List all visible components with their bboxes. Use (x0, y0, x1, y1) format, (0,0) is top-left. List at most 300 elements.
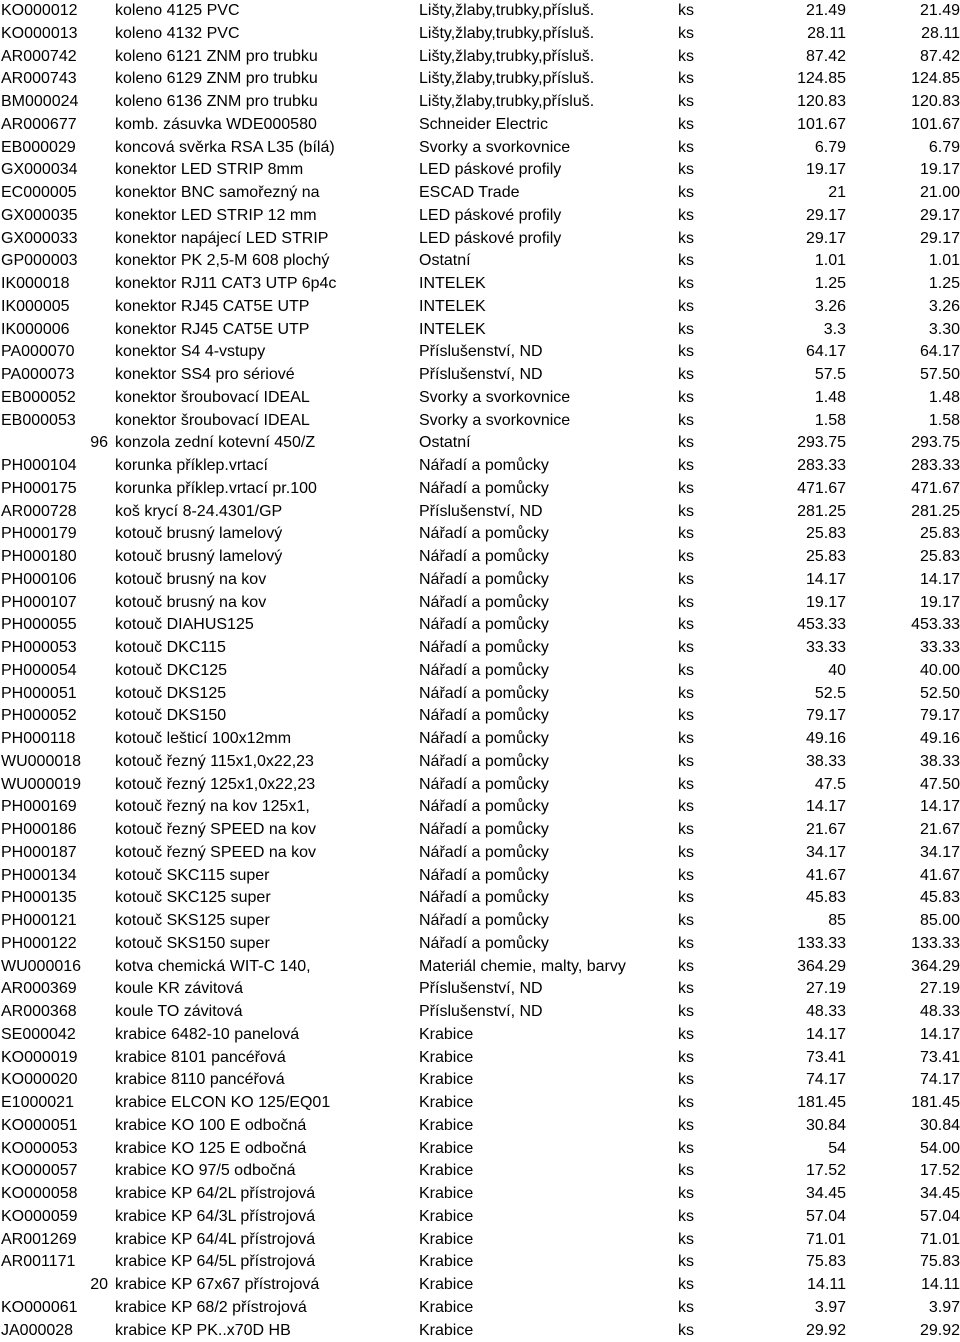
product-category: Krabice (419, 1251, 473, 1274)
table-row (0, 1206, 960, 1229)
product-unit: ks (678, 1183, 694, 1206)
product-category: Lišty,žlaby,trubky,přísluš. (419, 91, 594, 114)
product-name: krabice 8101 pancéřová (115, 1047, 286, 1070)
table-row (0, 1024, 960, 1047)
product-unit: ks (678, 819, 694, 842)
product-category: Nářadí a pomůcky (419, 819, 549, 842)
product-code: PH000051 (1, 683, 105, 706)
unit-price: 74.17 (730, 1069, 846, 1092)
product-code: SE000042 (1, 1024, 105, 1047)
product-category: Nářadí a pomůcky (419, 637, 549, 660)
product-category: Nářadí a pomůcky (419, 455, 549, 478)
table-row (0, 1251, 960, 1274)
product-category: Nářadí a pomůcky (419, 660, 549, 683)
table-row (0, 0, 960, 23)
table-row (0, 1183, 960, 1206)
product-code: EB000029 (1, 137, 105, 160)
total-price: 57.50 (846, 364, 960, 387)
product-name: krabice KP 64/2L přístrojová (115, 1183, 315, 1206)
product-code: PH000118 (1, 728, 105, 751)
table-row (0, 228, 960, 251)
product-code: EC000005 (1, 182, 105, 205)
product-code: GX000033 (1, 228, 105, 251)
product-unit: ks (678, 887, 694, 910)
total-price: 1.01 (846, 250, 960, 273)
product-code: KO000053 (1, 1138, 105, 1161)
table-row (0, 819, 960, 842)
product-unit: ks (678, 1229, 694, 1252)
product-code: PH000169 (1, 796, 105, 819)
table-row (0, 364, 960, 387)
total-price: 29.17 (846, 228, 960, 251)
total-price: 45.83 (846, 887, 960, 910)
product-code: KO000051 (1, 1115, 105, 1138)
total-price: 87.42 (846, 46, 960, 69)
product-unit: ks (678, 91, 694, 114)
product-code: KO000019 (1, 1047, 105, 1070)
product-unit: ks (678, 933, 694, 956)
product-code: AR000369 (1, 978, 105, 1001)
unit-price: 47.5 (730, 774, 846, 797)
product-unit: ks (678, 865, 694, 888)
product-code: PH000107 (1, 592, 105, 615)
product-code: PH000186 (1, 819, 105, 842)
product-category: Lišty,žlaby,trubky,přísluš. (419, 0, 594, 23)
unit-price: 14.11 (730, 1274, 846, 1297)
total-price: 27.19 (846, 978, 960, 1001)
unit-price: 54 (730, 1138, 846, 1161)
product-category: Nářadí a pomůcky (419, 728, 549, 751)
product-name: krabice KP 64/3L přístrojová (115, 1206, 315, 1229)
product-category: Nářadí a pomůcky (419, 865, 549, 888)
unit-price: 49.16 (730, 728, 846, 751)
product-unit: ks (678, 432, 694, 455)
unit-price: 19.17 (730, 159, 846, 182)
product-code: PH000134 (1, 865, 105, 888)
product-category: Svorky a svorkovnice (419, 410, 570, 433)
product-code: AR000743 (1, 68, 105, 91)
product-category: Krabice (419, 1206, 473, 1229)
product-unit: ks (678, 660, 694, 683)
product-code: JA000028 (1, 1320, 105, 1342)
total-price: 21.00 (846, 182, 960, 205)
product-code: PH000055 (1, 614, 105, 637)
product-code: PH000179 (1, 523, 105, 546)
product-category: Lišty,žlaby,trubky,přísluš. (419, 68, 594, 91)
product-name: kotouč řezný 125x1,0x22,23 (115, 774, 315, 797)
product-unit: ks (678, 683, 694, 706)
product-category: Nářadí a pomůcky (419, 842, 549, 865)
total-price: 28.11 (846, 23, 960, 46)
product-category: LED páskové profily (419, 228, 561, 251)
unit-price: 25.83 (730, 523, 846, 546)
product-unit: ks (678, 341, 694, 364)
product-category: Nářadí a pomůcky (419, 774, 549, 797)
total-price: 74.17 (846, 1069, 960, 1092)
total-price: 281.25 (846, 501, 960, 524)
product-name: kotouč brusný lamelový (115, 546, 282, 569)
unit-price: 73.41 (730, 1047, 846, 1070)
unit-price: 21.67 (730, 819, 846, 842)
table-row (0, 705, 960, 728)
product-unit: ks (678, 159, 694, 182)
product-code: KO000058 (1, 1183, 105, 1206)
product-category: Krabice (419, 1024, 473, 1047)
product-code: PH000106 (1, 569, 105, 592)
product-name: krabice KP 67x67 přístrojová (115, 1274, 319, 1297)
product-unit: ks (678, 592, 694, 615)
product-name: koleno 4132 PVC (115, 23, 240, 46)
table-row (0, 432, 960, 455)
unit-price: 45.83 (730, 887, 846, 910)
table-row (0, 1160, 960, 1183)
product-unit: ks (678, 410, 694, 433)
product-unit: ks (678, 1297, 694, 1320)
unit-price: 6.79 (730, 137, 846, 160)
product-name: krabice KO 97/5 odbočná (115, 1160, 296, 1183)
product-unit: ks (678, 796, 694, 819)
table-row (0, 796, 960, 819)
product-category: Příslušenství, ND (419, 1001, 543, 1024)
product-code: AR001269 (1, 1229, 105, 1252)
product-code: AR001171 (1, 1251, 105, 1274)
table-row (0, 592, 960, 615)
table-row (0, 182, 960, 205)
unit-price: 181.45 (730, 1092, 846, 1115)
product-category: Krabice (419, 1274, 473, 1297)
product-code: PA000070 (1, 341, 105, 364)
unit-price: 34.45 (730, 1183, 846, 1206)
table-row (0, 387, 960, 410)
product-category: Krabice (419, 1320, 473, 1342)
product-unit: ks (678, 751, 694, 774)
product-name: korunka příklep.vrtací pr.100 (115, 478, 317, 501)
product-category: Příslušenství, ND (419, 978, 543, 1001)
total-price: 40.00 (846, 660, 960, 683)
product-name: koleno 4125 PVC (115, 0, 240, 23)
product-unit: ks (678, 842, 694, 865)
product-category: Příslušenství, ND (419, 364, 543, 387)
unit-price: 1.58 (730, 410, 846, 433)
total-price: 57.04 (846, 1206, 960, 1229)
total-price: 41.67 (846, 865, 960, 888)
product-name: kotouč brusný na kov (115, 592, 266, 615)
unit-price: 38.33 (730, 751, 846, 774)
total-price: 48.33 (846, 1001, 960, 1024)
unit-price: 281.25 (730, 501, 846, 524)
product-unit: ks (678, 1274, 694, 1297)
table-row (0, 1069, 960, 1092)
unit-price: 101.67 (730, 114, 846, 137)
product-unit: ks (678, 387, 694, 410)
product-name: krabice KO 125 E odbočná (115, 1138, 306, 1161)
product-code: KO000057 (1, 1160, 105, 1183)
product-name: krabice 6482-10 panelová (115, 1024, 299, 1047)
product-code: KO000013 (1, 23, 105, 46)
product-category: Svorky a svorkovnice (419, 137, 570, 160)
product-name: kotouč DKC115 (115, 637, 226, 660)
total-price: 283.33 (846, 455, 960, 478)
product-unit: ks (678, 1206, 694, 1229)
product-name: kotouč SKS125 super (115, 910, 270, 933)
table-row (0, 46, 960, 69)
product-code: IK000006 (1, 319, 105, 342)
product-unit: ks (678, 523, 694, 546)
product-name: kotouč SKC125 super (115, 887, 271, 910)
total-price: 47.50 (846, 774, 960, 797)
table-row (0, 91, 960, 114)
product-category: INTELEK (419, 273, 486, 296)
table-row (0, 1115, 960, 1138)
product-category: Krabice (419, 1115, 473, 1138)
total-price: 64.17 (846, 341, 960, 364)
product-unit: ks (678, 114, 694, 137)
table-row (0, 1297, 960, 1320)
product-category: INTELEK (419, 296, 486, 319)
product-unit: ks (678, 569, 694, 592)
product-name: kotouč brusný na kov (115, 569, 266, 592)
product-category: Lišty,žlaby,trubky,přísluš. (419, 23, 594, 46)
product-code: WU000016 (1, 956, 105, 979)
product-category: Nářadí a pomůcky (419, 887, 549, 910)
total-price: 25.83 (846, 546, 960, 569)
product-name: krabice KP 64/4L přístrojová (115, 1229, 315, 1252)
product-name: komb. zásuvka WDE000580 (115, 114, 317, 137)
total-price: 52.50 (846, 683, 960, 706)
unit-price: 48.33 (730, 1001, 846, 1024)
total-price: 133.33 (846, 933, 960, 956)
product-unit: ks (678, 614, 694, 637)
product-unit: ks (678, 1092, 694, 1115)
unit-price: 1.25 (730, 273, 846, 296)
table-row (0, 1229, 960, 1252)
product-name: kotouč řezný 115x1,0x22,23 (115, 751, 314, 774)
product-code: KO000059 (1, 1206, 105, 1229)
total-price: 3.97 (846, 1297, 960, 1320)
product-name: krabice KP 68/2 přístrojová (115, 1297, 307, 1320)
product-name: kotouč řezný SPEED na kov (115, 842, 316, 865)
table-row (0, 159, 960, 182)
product-category: Krabice (419, 1160, 473, 1183)
unit-price: 1.48 (730, 387, 846, 410)
product-unit: ks (678, 319, 694, 342)
product-name: konektor RJ11 CAT3 UTP 6p4c (115, 273, 336, 296)
product-name: koš krycí 8-24.4301/GP (115, 501, 282, 524)
product-unit: ks (678, 364, 694, 387)
unit-price: 29.17 (730, 205, 846, 228)
product-code: KO000020 (1, 1069, 105, 1092)
table-row (0, 683, 960, 706)
product-category: Nářadí a pomůcky (419, 614, 549, 637)
product-unit: ks (678, 250, 694, 273)
total-price: 54.00 (846, 1138, 960, 1161)
unit-price: 71.01 (730, 1229, 846, 1252)
product-unit: ks (678, 978, 694, 1001)
product-name: kotouč řezný SPEED na kov (115, 819, 316, 842)
product-category: ESCAD Trade (419, 182, 519, 205)
unit-price: 64.17 (730, 341, 846, 364)
product-unit: ks (678, 0, 694, 23)
product-unit: ks (678, 273, 694, 296)
total-price: 21.67 (846, 819, 960, 842)
product-unit: ks (678, 1160, 694, 1183)
table-row (0, 455, 960, 478)
product-code: GX000034 (1, 159, 105, 182)
table-row (0, 887, 960, 910)
unit-price: 41.67 (730, 865, 846, 888)
total-price: 124.85 (846, 68, 960, 91)
unit-price: 52.5 (730, 683, 846, 706)
product-category: Příslušenství, ND (419, 341, 543, 364)
unit-price: 1.01 (730, 250, 846, 273)
product-category: Nářadí a pomůcky (419, 933, 549, 956)
unit-price: 57.5 (730, 364, 846, 387)
product-code: PH000104 (1, 455, 105, 478)
unit-price: 29.17 (730, 228, 846, 251)
table-row (0, 751, 960, 774)
total-price: 120.83 (846, 91, 960, 114)
product-unit: ks (678, 1138, 694, 1161)
total-price: 38.33 (846, 751, 960, 774)
product-name: kotouč DIAHUS125 (115, 614, 254, 637)
product-category: Nářadí a pomůcky (419, 683, 549, 706)
product-code: AR000728 (1, 501, 105, 524)
unit-price: 33.33 (730, 637, 846, 660)
total-price: 34.17 (846, 842, 960, 865)
product-code: PH000187 (1, 842, 105, 865)
table-row (0, 1138, 960, 1161)
product-code: E1000021 (1, 1092, 105, 1115)
product-code: IK000005 (1, 296, 105, 319)
total-price: 293.75 (846, 432, 960, 455)
product-unit: ks (678, 637, 694, 660)
product-name: koule TO závitová (115, 1001, 242, 1024)
product-code: PH000053 (1, 637, 105, 660)
product-category: Nářadí a pomůcky (419, 478, 549, 501)
table-row (0, 546, 960, 569)
product-category: Nářadí a pomůcky (419, 546, 549, 569)
product-category: Krabice (419, 1229, 473, 1252)
product-code: PA000073 (1, 364, 105, 387)
table-row (0, 23, 960, 46)
product-code: WU000018 (1, 751, 105, 774)
table-row (0, 978, 960, 1001)
product-code: AR000368 (1, 1001, 105, 1024)
product-name: konektor SS4 pro sériové (115, 364, 295, 387)
unit-price: 364.29 (730, 956, 846, 979)
table-row (0, 660, 960, 683)
table-row (0, 273, 960, 296)
total-price: 30.84 (846, 1115, 960, 1138)
product-name: koncová svěrka RSA L35 (bílá) (115, 137, 335, 160)
product-category: Krabice (419, 1092, 473, 1115)
unit-price: 3.26 (730, 296, 846, 319)
product-code: PH000054 (1, 660, 105, 683)
product-name: krabice KP 64/5L přístrojová (115, 1251, 315, 1274)
product-unit: ks (678, 1320, 694, 1342)
total-price: 29.17 (846, 205, 960, 228)
table-row (0, 956, 960, 979)
product-category: Krabice (419, 1069, 473, 1092)
product-name: konzola zední kotevní 450/Z (115, 432, 315, 455)
unit-price: 3.3 (730, 319, 846, 342)
product-category: Lišty,žlaby,trubky,přísluš. (419, 46, 594, 69)
unit-price: 471.67 (730, 478, 846, 501)
product-code: AR000742 (1, 46, 105, 69)
product-name: konektor šroubovací IDEAL (115, 387, 310, 410)
product-category: Nářadí a pomůcky (419, 796, 549, 819)
table-row (0, 410, 960, 433)
product-code: PH000180 (1, 546, 105, 569)
total-price: 33.33 (846, 637, 960, 660)
table-row (0, 728, 960, 751)
product-unit: ks (678, 1069, 694, 1092)
product-name: kotouč DKS150 (115, 705, 226, 728)
table-row (0, 1092, 960, 1115)
product-category: Nářadí a pomůcky (419, 910, 549, 933)
unit-price: 14.17 (730, 796, 846, 819)
total-price: 1.48 (846, 387, 960, 410)
product-unit: ks (678, 68, 694, 91)
table-row (0, 68, 960, 91)
unit-price: 3.97 (730, 1297, 846, 1320)
product-name: koleno 6129 ZNM pro trubku (115, 68, 318, 91)
product-code: GX000035 (1, 205, 105, 228)
table-row (0, 501, 960, 524)
product-category: LED páskové profily (419, 159, 561, 182)
product-name: konektor PK 2,5-M 608 plochý (115, 250, 329, 273)
table-row (0, 137, 960, 160)
table-row (0, 774, 960, 797)
unit-price: 27.19 (730, 978, 846, 1001)
product-name: kotouč DKC125 (115, 660, 227, 683)
product-code: PH000122 (1, 933, 105, 956)
total-price: 14.17 (846, 569, 960, 592)
product-unit: ks (678, 205, 694, 228)
product-category: Schneider Electric (419, 114, 548, 137)
table-row (0, 1047, 960, 1070)
product-unit: ks (678, 137, 694, 160)
product-name: konektor BNC samořezný na (115, 182, 320, 205)
product-name: konektor S4 4-vstupy (115, 341, 265, 364)
unit-price: 283.33 (730, 455, 846, 478)
product-category: Nářadí a pomůcky (419, 592, 549, 615)
product-unit: ks (678, 910, 694, 933)
table-row (0, 205, 960, 228)
product-unit: ks (678, 23, 694, 46)
table-row (0, 865, 960, 888)
product-category: Ostatní (419, 250, 471, 273)
product-name: kotouč lešticí 100x12mm (115, 728, 291, 751)
total-price: 181.45 (846, 1092, 960, 1115)
unit-price: 28.11 (730, 23, 846, 46)
product-category: Materiál chemie, malty, barvy (419, 956, 626, 979)
product-category: Nářadí a pomůcky (419, 705, 549, 728)
product-category: Krabice (419, 1183, 473, 1206)
table-row (0, 523, 960, 546)
product-code: 20 (0, 1274, 108, 1297)
product-name: krabice KO 100 E odbočná (115, 1115, 306, 1138)
product-name: konektor RJ45 CAT5E UTP (115, 319, 309, 342)
table-row (0, 319, 960, 342)
total-price: 85.00 (846, 910, 960, 933)
product-name: krabice KP PK..x70D HB (115, 1320, 291, 1342)
product-category: Ostatní (419, 432, 471, 455)
unit-price: 75.83 (730, 1251, 846, 1274)
unit-price: 14.17 (730, 1024, 846, 1047)
table-row (0, 296, 960, 319)
total-price: 101.67 (846, 114, 960, 137)
